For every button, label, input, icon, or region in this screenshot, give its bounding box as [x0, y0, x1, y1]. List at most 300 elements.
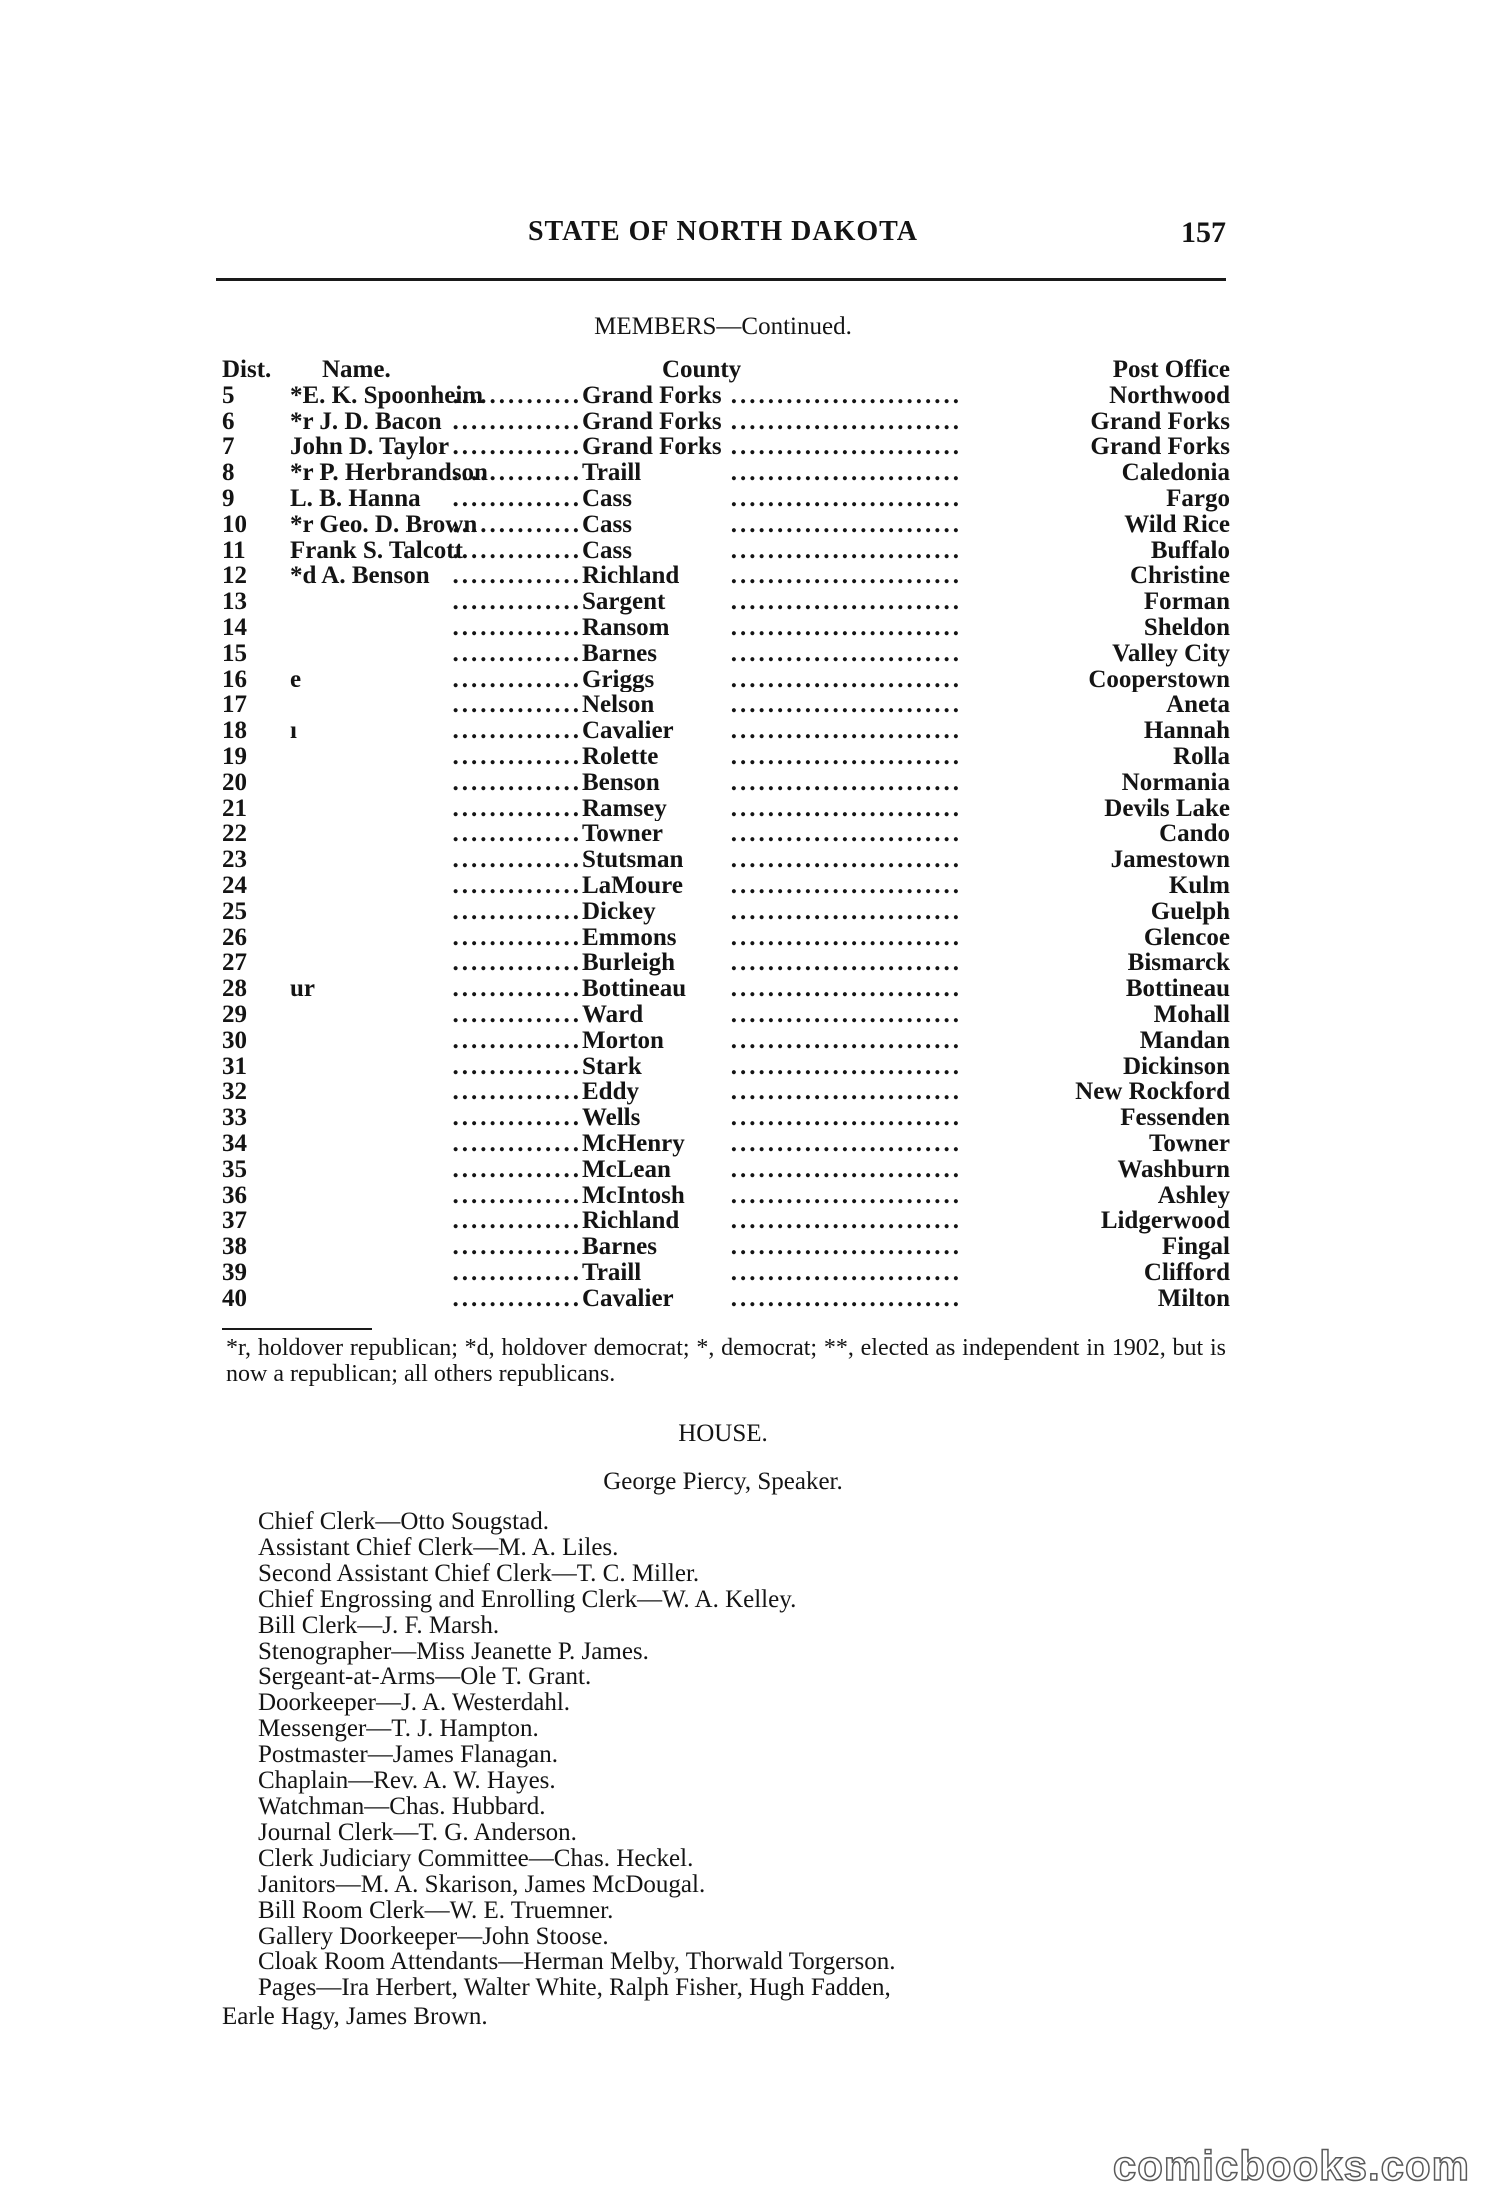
- dot-leader: ..............: [452, 1208, 582, 1235]
- district-number: 10: [222, 511, 247, 538]
- member-name: [282, 796, 290, 822]
- county-name: Traill: [582, 1259, 642, 1286]
- member-name-cell: [282, 692, 582, 718]
- county-cell: [582, 1260, 962, 1286]
- county-cell: [582, 847, 962, 873]
- county-cell: [582, 486, 962, 512]
- member-name-cell: [282, 1183, 582, 1209]
- table-row: [222, 667, 1230, 693]
- member-name-cell: [282, 641, 582, 667]
- district-number: 25: [222, 898, 247, 925]
- county-cell: [582, 538, 962, 564]
- post-office: Grand Forks: [1090, 434, 1230, 461]
- county-cell: [582, 1079, 962, 1105]
- running-title: STATE OF NORTH DAKOTA: [527, 216, 919, 247]
- dot-leader: .........................: [730, 898, 962, 925]
- member-name: ur: [290, 976, 315, 1002]
- column-header-name: Name.: [322, 357, 391, 383]
- county-name: Stutsman: [582, 847, 684, 873]
- post-office: Devils Lake: [1104, 795, 1230, 822]
- member-name: [282, 873, 290, 899]
- table-row: [222, 873, 1230, 899]
- county-name: Grand Forks: [582, 408, 722, 435]
- county-name: Ransom: [582, 614, 670, 641]
- district-number: 29: [222, 1001, 247, 1028]
- county-cell: [582, 976, 962, 1002]
- member-name-cell: [282, 589, 582, 615]
- table-row: [222, 409, 1230, 435]
- member-name-cell: [282, 1286, 582, 1312]
- district-number: 11: [222, 537, 246, 564]
- table-row: [222, 383, 1230, 409]
- dot-leader: .........................: [730, 769, 962, 796]
- dot-leader: .........................: [730, 1182, 962, 1209]
- dot-leader: ..............: [452, 589, 582, 615]
- district-number: 5: [222, 382, 235, 409]
- dot-leader: ..............: [452, 950, 582, 977]
- county-name: Rolette: [582, 743, 659, 770]
- members-header-row: [222, 357, 1230, 383]
- county-name: Cass: [582, 485, 633, 512]
- member-name: [282, 847, 290, 873]
- county-cell: [582, 692, 962, 718]
- district-number: 35: [222, 1156, 247, 1183]
- dot-leader: .........................: [730, 821, 962, 848]
- dot-leader: .........................: [730, 976, 962, 1002]
- member-name: Frank S. Talcott: [290, 537, 463, 564]
- district-number: 19: [222, 743, 247, 770]
- post-office: Hannah: [1143, 718, 1230, 744]
- dot-leader: .........................: [730, 1079, 962, 1106]
- dot-leader: .........................: [730, 434, 962, 461]
- district-number: 16: [222, 666, 247, 693]
- dot-leader: .........................: [730, 589, 962, 615]
- table-row: [222, 1208, 1230, 1234]
- house-officer-item: Postmaster—James Flanagan.: [258, 1741, 558, 1769]
- post-office: Sheldon: [1143, 614, 1230, 641]
- dot-leader: ..............: [452, 460, 582, 486]
- member-name: e: [290, 666, 302, 693]
- dot-leader: ..............: [452, 1053, 582, 1080]
- dot-leader: .........................: [730, 485, 962, 512]
- district-number: 36: [222, 1182, 247, 1209]
- member-name-cell: [282, 563, 582, 589]
- county-name: Eddy: [582, 1079, 639, 1106]
- district-number: 15: [222, 640, 247, 667]
- page-number: 157: [1181, 216, 1226, 249]
- member-name-cell: [282, 873, 582, 899]
- member-name-cell: [282, 667, 582, 693]
- table-row: [222, 950, 1230, 976]
- table-row: [222, 1079, 1230, 1105]
- table-row: [222, 796, 1230, 822]
- table-row: [222, 1028, 1230, 1054]
- house-officer-item: Cloak Room Attendants—Herman Melby, Thorwald Torgerson.: [258, 1948, 896, 1976]
- county-name: Richland: [582, 563, 680, 590]
- member-name: [282, 1157, 290, 1183]
- dot-leader: ..............: [452, 821, 582, 848]
- dot-leader: .........................: [730, 743, 962, 770]
- house-officer-item: Bill Clerk—J. F. Marsh.: [258, 1611, 500, 1639]
- table-row: [222, 899, 1230, 925]
- dot-leader: ..............: [452, 795, 582, 822]
- dot-leader: .........................: [730, 1105, 962, 1131]
- house-officer-item: Assistant Chief Clerk—M. A. Liles.: [258, 1533, 619, 1561]
- county-cell: [582, 744, 962, 770]
- house-officer-item: Watchman—Chas. Hubbard.: [258, 1792, 546, 1820]
- district-number: 37: [222, 1208, 247, 1235]
- dot-leader: ..............: [452, 769, 582, 796]
- county-name: McHenry: [582, 1130, 685, 1157]
- county-cell: [582, 589, 962, 615]
- dot-leader: ..............: [452, 1130, 582, 1157]
- table-row: [222, 976, 1230, 1002]
- county-cell: [582, 925, 962, 951]
- members-title: MEMBERS—Continued.: [594, 313, 852, 340]
- member-name: [282, 1286, 290, 1312]
- column-header-county: County: [662, 357, 742, 383]
- house-officer-item: Bill Room Clerk—W. E. Truemner.: [258, 1896, 614, 1924]
- table-row: [222, 460, 1230, 486]
- county-name: Bottineau: [582, 976, 687, 1002]
- post-office: Milton: [1157, 1285, 1230, 1312]
- house-officer-item: Stenographer—Miss Jeanette P. James.: [258, 1637, 649, 1665]
- dot-leader: .........................: [730, 408, 962, 435]
- dot-leader: ..............: [452, 718, 582, 744]
- district-number: 31: [222, 1053, 247, 1080]
- county-name: Traill: [582, 460, 642, 486]
- dot-leader: ..............: [452, 1259, 582, 1286]
- dot-leader: .........................: [730, 382, 962, 409]
- member-name-cell: [282, 383, 582, 409]
- house-speaker: George Piercy, Speaker.: [603, 1468, 843, 1495]
- member-name-cell: [282, 486, 582, 512]
- table-row: [222, 615, 1230, 641]
- district-number: 28: [222, 976, 247, 1002]
- member-name-cell: [282, 1105, 582, 1131]
- member-name: [282, 1105, 290, 1131]
- county-cell: [582, 950, 962, 976]
- district-number: 26: [222, 924, 247, 951]
- post-office: Washburn: [1117, 1156, 1230, 1183]
- table-row: [222, 847, 1230, 873]
- county-cell: [582, 641, 962, 667]
- county-name: Ramsey: [582, 795, 667, 822]
- post-office: Mandan: [1139, 1027, 1230, 1054]
- county-name: Emmons: [582, 924, 677, 951]
- district-number: 9: [222, 485, 235, 512]
- county-cell: [582, 1208, 962, 1234]
- table-row: [222, 1260, 1230, 1286]
- member-name-cell: [282, 615, 582, 641]
- table-row: [222, 1183, 1230, 1209]
- member-name: [282, 641, 290, 667]
- member-name: [282, 950, 290, 976]
- member-name: [282, 1028, 290, 1054]
- table-row: [222, 1105, 1230, 1131]
- dot-leader: ..............: [452, 408, 582, 435]
- county-name: Burleigh: [582, 950, 676, 977]
- post-office: Cando: [1159, 821, 1230, 848]
- district-number: 27: [222, 950, 247, 977]
- district-number: 6: [222, 408, 235, 435]
- member-name-cell: [282, 512, 582, 538]
- post-office: Jamestown: [1110, 847, 1230, 873]
- member-name: *E. K. Spoonheim: [290, 382, 484, 409]
- member-name: [282, 1183, 290, 1209]
- table-row: [222, 512, 1230, 538]
- house-officer-item: Chaplain—Rev. A. W. Hayes.: [258, 1767, 556, 1795]
- member-name: [282, 1131, 290, 1157]
- county-cell: [582, 1054, 962, 1080]
- county-cell: [582, 615, 962, 641]
- table-row: [222, 641, 1230, 667]
- house-officer-item: Sergeant-at-Arms—Ole T. Grant.: [258, 1663, 592, 1691]
- county-name: Dickey: [582, 898, 656, 925]
- district-number: 38: [222, 1234, 247, 1260]
- county-name: Ward: [582, 1001, 644, 1028]
- district-number: 39: [222, 1259, 247, 1286]
- footnote-rule: [222, 1328, 372, 1330]
- county-cell: [582, 667, 962, 693]
- dot-leader: ..............: [452, 1182, 582, 1209]
- dot-leader: ..............: [452, 1105, 582, 1131]
- dot-leader: .........................: [730, 640, 962, 667]
- member-name: ı: [290, 718, 297, 744]
- dot-leader: ..............: [452, 1027, 582, 1054]
- county-name: Cass: [582, 511, 633, 538]
- district-number: 30: [222, 1027, 247, 1054]
- house-officers-continuation: Earle Hagy, James Brown.: [222, 2003, 488, 2030]
- house-title: HOUSE.: [678, 1420, 768, 1447]
- district-number: 7: [222, 434, 235, 461]
- member-name-cell: [282, 1079, 582, 1105]
- district-number: 17: [222, 692, 247, 719]
- dot-leader: .........................: [730, 847, 962, 873]
- member-name-cell: [282, 1131, 582, 1157]
- dot-leader: ..............: [452, 485, 582, 512]
- county-name: Griggs: [582, 666, 655, 693]
- dot-leader: ..............: [452, 743, 582, 770]
- dot-leader: ..............: [452, 898, 582, 925]
- county-cell: [582, 821, 962, 847]
- post-office: Christine: [1130, 563, 1230, 590]
- table-row: [222, 744, 1230, 770]
- watermark-logo: comicbooks.com: [1112, 2142, 1470, 2189]
- member-name-cell: [282, 718, 582, 744]
- district-number: 18: [222, 718, 247, 744]
- post-office: Fessenden: [1120, 1105, 1230, 1131]
- house-officer-item: Clerk Judiciary Committee—Chas. Heckel.: [258, 1844, 694, 1872]
- member-name-cell: [282, 1157, 582, 1183]
- member-name-cell: [282, 1028, 582, 1054]
- county-cell: [582, 899, 962, 925]
- dot-leader: .........................: [730, 872, 962, 899]
- post-office: Aneta: [1166, 692, 1230, 719]
- dot-leader: .........................: [730, 614, 962, 641]
- footnote: *r, holdover republican; *d, holdover democrat; *, democrat; **, elected as independent in 1902, but is now a republican; all others republicans.: [226, 1335, 1226, 1387]
- county-name: Cass: [582, 537, 633, 564]
- county-cell: [582, 1234, 962, 1260]
- member-name-cell: [282, 460, 582, 486]
- table-row: [222, 1286, 1230, 1312]
- dot-leader: .........................: [730, 1208, 962, 1235]
- dot-leader: .........................: [730, 1130, 962, 1157]
- county-name: LaMoure: [582, 872, 683, 899]
- member-name: [282, 1208, 290, 1234]
- table-row: [222, 1054, 1230, 1080]
- county-name: McIntosh: [582, 1182, 685, 1209]
- dot-leader: ..............: [452, 1001, 582, 1028]
- house-officer-item: Gallery Doorkeeper—John Stoose.: [258, 1922, 609, 1950]
- member-name-cell: [282, 1002, 582, 1028]
- post-office: Cooperstown: [1088, 666, 1230, 693]
- county-name: Nelson: [582, 692, 655, 719]
- post-office: Forman: [1143, 589, 1230, 615]
- member-name: [282, 615, 290, 641]
- dot-leader: ..............: [452, 872, 582, 899]
- dot-leader: ..............: [452, 1234, 582, 1260]
- header-rule: [216, 278, 1226, 281]
- district-number: 14: [222, 614, 247, 641]
- dot-leader: .........................: [730, 1053, 962, 1080]
- house-officer-item: Messenger—T. J. Hampton.: [258, 1715, 539, 1743]
- post-office: Towner: [1148, 1130, 1230, 1157]
- county-cell: [582, 1131, 962, 1157]
- member-name: *r P. Herbrandson: [290, 460, 488, 486]
- county-name: Wells: [582, 1105, 641, 1131]
- table-row: [222, 692, 1230, 718]
- county-cell: [582, 1286, 962, 1312]
- members-table: [222, 357, 1230, 1311]
- member-name: *r Geo. D. Brown: [290, 511, 478, 538]
- dot-leader: .........................: [730, 563, 962, 590]
- dot-leader: ..............: [452, 1079, 582, 1106]
- county-name: Grand Forks: [582, 382, 722, 409]
- district-number: 23: [222, 847, 247, 873]
- dot-leader: .........................: [730, 537, 962, 564]
- district-number: 32: [222, 1079, 247, 1106]
- district-number: 40: [222, 1285, 247, 1312]
- county-name: Stark: [582, 1053, 642, 1080]
- county-cell: [582, 718, 962, 744]
- post-office: Normania: [1121, 769, 1230, 796]
- post-office: Rolla: [1173, 743, 1230, 770]
- member-name-cell: [282, 1054, 582, 1080]
- member-name-cell: [282, 770, 582, 796]
- district-number: 24: [222, 872, 247, 899]
- dot-leader: .........................: [730, 950, 962, 977]
- district-number: 12: [222, 563, 247, 590]
- post-office: Clifford: [1143, 1259, 1230, 1286]
- member-name-cell: [282, 976, 582, 1002]
- member-name: L. B. Hanna: [290, 485, 421, 512]
- member-name-cell: [282, 821, 582, 847]
- member-name-cell: [282, 899, 582, 925]
- dot-leader: .........................: [730, 511, 962, 538]
- table-row: [222, 925, 1230, 951]
- house-officer-item: Pages—Ira Herbert, Walter White, Ralph Fisher, Hugh Fadden,: [258, 1974, 891, 2002]
- county-name: McLean: [582, 1156, 671, 1183]
- county-name: Barnes: [582, 640, 657, 667]
- member-name: [282, 821, 290, 847]
- dot-leader: ..............: [452, 537, 582, 564]
- county-cell: [582, 1157, 962, 1183]
- dot-leader: ..............: [452, 692, 582, 719]
- column-header-dist: Dist.: [222, 357, 272, 383]
- member-name: John D. Taylor: [290, 434, 450, 461]
- county-cell: [582, 1028, 962, 1054]
- post-office: Wild Rice: [1124, 511, 1230, 538]
- member-name: [282, 692, 290, 718]
- member-name-cell: [282, 925, 582, 951]
- post-office: Bottineau: [1125, 976, 1230, 1002]
- table-row: [222, 563, 1230, 589]
- post-office: Dickinson: [1123, 1053, 1230, 1080]
- member-name-cell: [282, 847, 582, 873]
- county-cell: [582, 1183, 962, 1209]
- dot-leader: .........................: [730, 1259, 962, 1286]
- table-row: [222, 1002, 1230, 1028]
- dot-leader: .........................: [730, 692, 962, 719]
- member-name-cell: [282, 1260, 582, 1286]
- county-name: Cavalier: [582, 1285, 674, 1312]
- post-office: Bismarck: [1127, 950, 1230, 977]
- post-office: Northwood: [1109, 382, 1230, 409]
- table-row: [222, 486, 1230, 512]
- member-name: [282, 899, 290, 925]
- member-name: [282, 1079, 290, 1105]
- post-office: Ashley: [1157, 1182, 1230, 1209]
- dot-leader: ..............: [452, 511, 582, 538]
- dot-leader: .........................: [730, 924, 962, 951]
- post-office: Kulm: [1168, 872, 1230, 899]
- county-cell: [582, 563, 962, 589]
- dot-leader: .........................: [730, 1234, 962, 1260]
- district-number: 13: [222, 589, 247, 615]
- dot-leader: ..............: [452, 1285, 582, 1312]
- member-name: [282, 1234, 290, 1260]
- house-officer-item: Chief Clerk—Otto Sougstad.: [258, 1508, 549, 1535]
- post-office: Fingal: [1161, 1234, 1230, 1260]
- post-office: Mohall: [1153, 1001, 1230, 1028]
- dot-leader: ..............: [452, 666, 582, 693]
- district-number: 22: [222, 821, 247, 848]
- member-name: [282, 744, 290, 770]
- post-office: Fargo: [1166, 485, 1230, 512]
- county-cell: [582, 460, 962, 486]
- table-row: [222, 589, 1230, 615]
- member-name-cell: [282, 796, 582, 822]
- column-header-post-office: Post Office: [1112, 357, 1230, 383]
- dot-leader: ..............: [452, 976, 582, 1002]
- post-office: Grand Forks: [1090, 408, 1230, 435]
- member-name: [282, 1260, 290, 1286]
- district-number: 33: [222, 1105, 247, 1131]
- table-row: [222, 1131, 1230, 1157]
- table-row: [222, 1157, 1230, 1183]
- dot-leader: ..............: [452, 614, 582, 641]
- post-office: Valley City: [1112, 640, 1230, 667]
- county-name: Barnes: [582, 1234, 657, 1260]
- dot-leader: ..............: [452, 563, 582, 590]
- dot-leader: .........................: [730, 795, 962, 822]
- county-name: Morton: [582, 1027, 664, 1054]
- house-officer-item: Journal Clerk—T. G. Anderson.: [258, 1818, 577, 1846]
- dot-leader: .........................: [730, 1027, 962, 1054]
- member-name-cell: [282, 434, 582, 460]
- district-number: 8: [222, 460, 235, 486]
